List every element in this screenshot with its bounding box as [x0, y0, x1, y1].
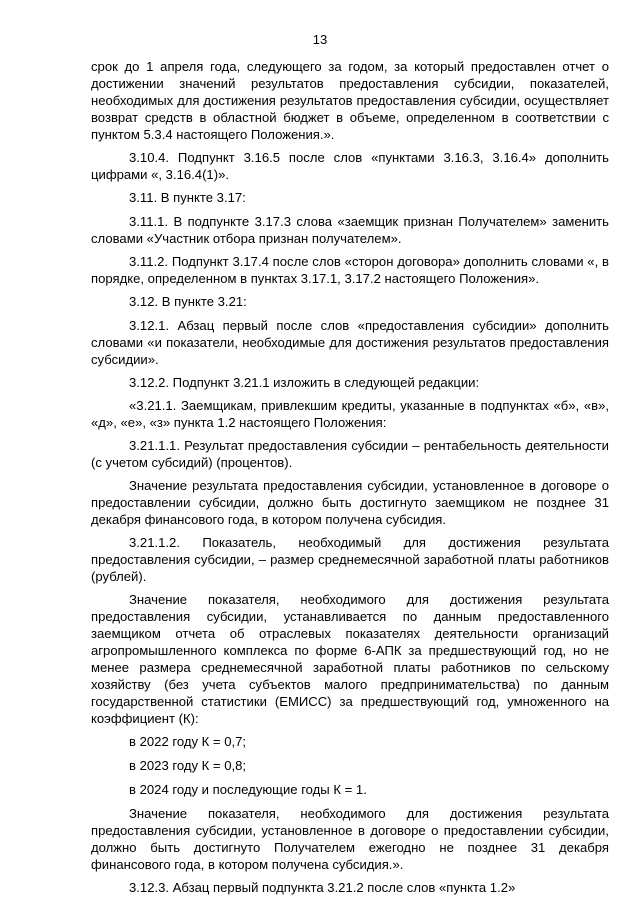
paragraph: в 2023 году К = 0,8; [129, 758, 247, 773]
paragraph: Значение результата предоставления субсидии, установленное в договоре о предоставлении субсидии, должно быть достигнуто заемщиком не позднее 31 декабря финансового года, в котором получена субсидия. [91, 478, 609, 527]
paragraph: Значение показателя, необходимого для достижения результата предоставления субсидии, установленное в договоре о предоставлении субсидии, должно быть достигнуто Получателем ежегодно не позднее 31 декабря финансового года, в котором получена субсидия.». [91, 806, 609, 872]
paragraph: 3.11. В пункте 3.17: [129, 190, 246, 205]
paragraph: 3.11.1. В подпункте 3.17.3 слова «заемщик признан Получателем» заменить словами «Участник отбора признан получателем». [91, 214, 609, 246]
paragraph: «3.21.1. Заемщикам, привлекшим кредиты, указанные в подпунктах «б», «в», «д», «е», «з» пункта 1.2 настоящего Положения: [91, 398, 609, 430]
paragraph: 3.11.2. Подпункт 3.17.4 после слов «сторон договора» дополнить словами «, в порядке, определенном в пунктах 3.17.1, 3.17.2 настоящего Положения». [91, 254, 609, 286]
paragraph: 3.21.1.2. Показатель, необходимый для достижения результата предоставления субсидии, – размер среднемесячной заработной платы работников (рублей). [91, 535, 609, 584]
paragraph: 3.12.1. Абзац первый после слов «предоставления субсидии» дополнить словами «и показатели, необходимые для достижения результатов предоставления субсидии». [91, 318, 609, 367]
paragraph: срок до 1 апреля года, следующего за годом, за который предоставлен отчет о достижении значений результатов предоставления субсидии, показателей, необходимых для достижения результатов предоставления субсидии, осуществляет возврат средств в областной бюджет в объеме, определенном в соответствии с пунктом 5.3.4 настоящего Положения.». [91, 59, 609, 142]
paragraph: 3.12.2. Подпункт 3.21.1 изложить в следующей редакции: [129, 375, 480, 390]
paragraph: Значение показателя, необходимого для достижения результата предоставления субсидии, устанавливается по данным предоставленного заемщиком отчета об отраслевых показателях деятельности организаций агропромышленного комплекса по форме 6-АПК за предшествующий год, но не менее размера среднемесячной заработной платы работников по сельскому хозяйству (без учета субъектов малого предпринимательства) по данным государственной статистики (ЕМИСС) за предшествующий год, умноженного на коэффициент (К): [91, 592, 609, 726]
document-body [91, 58, 609, 902]
paragraph: в 2024 году и последующие годы К = 1. [129, 782, 367, 797]
paragraph: 3.21.1.1. Результат предоставления субсидии – рентабельность деятельности (с учетом субсидий) (процентов). [91, 438, 609, 470]
paragraph: 3.12.3. Абзац первый подпункта 3.21.2 после слов «пункта 1.2» [129, 880, 516, 895]
paragraph: в 2022 году К = 0,7; [129, 734, 247, 749]
paragraph: 3.10.4. Подпункт 3.16.5 после слов «пунктами 3.16.3, 3.16.4» дополнить цифрами «, 3.16.4(1)». [91, 150, 609, 182]
paragraph: 3.12. В пункте 3.21: [129, 294, 247, 309]
page-number: 13 [312, 32, 328, 47]
